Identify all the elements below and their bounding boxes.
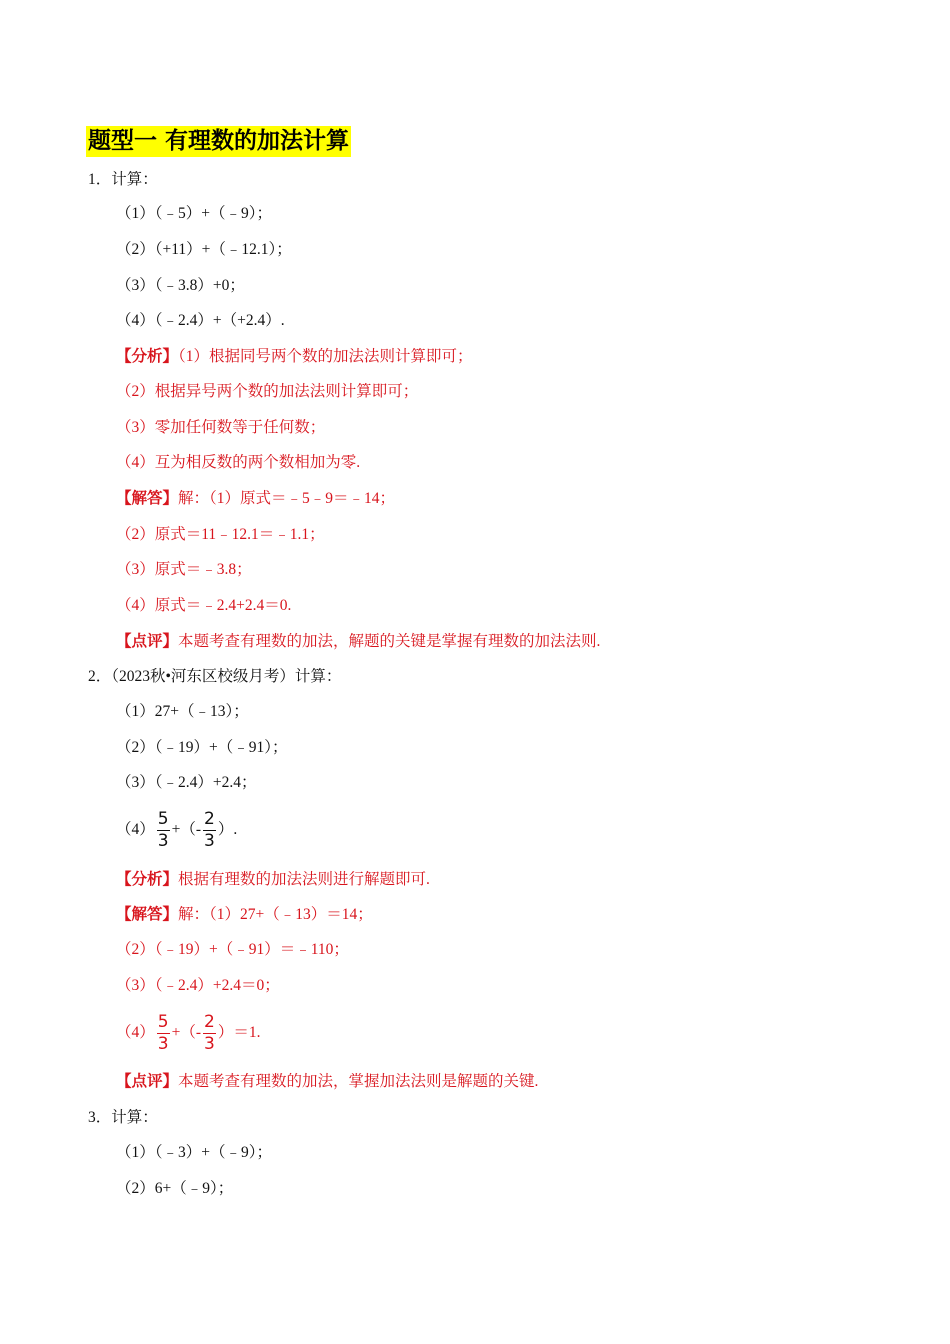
question-2-answer <box>116 904 373 926</box>
fraction-numerator: 2 <box>204 808 215 829</box>
fraction-numerator: 5 <box>157 808 169 829</box>
question-2-analysis <box>116 869 430 891</box>
answer-line: 解：（1）27+（﹣13）＝14； <box>178 906 373 923</box>
fraction <box>157 808 170 851</box>
question-1-comment <box>116 631 600 653</box>
item-prefix: （4） <box>116 1024 155 1041</box>
fraction <box>203 1011 216 1054</box>
item-suffix: ）. <box>217 821 238 838</box>
question-3-item-1: （1）（﹣3）+（﹣9）； <box>116 1144 272 1161</box>
analysis-line: （2）根据异号两个数的加法法则计算即可； <box>116 383 419 400</box>
analysis-text: 根据有理数的加法法则进行解题即可. <box>178 871 430 888</box>
question-2-title: 2．（2023秋•河东区校级月考）计算： <box>88 668 342 685</box>
item-suffix: ）＝1. <box>217 1024 261 1041</box>
fraction-denominator: 3 <box>204 1033 215 1054</box>
answer-line: （2）原式＝11﹣12.1＝﹣1.1； <box>116 526 325 543</box>
answer-tag: 【解答】 <box>116 906 179 923</box>
question-1-item-3: （3）（﹣3.8）+0； <box>116 277 245 294</box>
fraction <box>157 1011 170 1054</box>
question-2-item-2: （2）（﹣19）+（﹣91）； <box>116 739 288 756</box>
answer-line: 解：（1）原式＝﹣5﹣9＝﹣14； <box>178 490 396 507</box>
question-2-answer-4 <box>116 1009 260 1057</box>
answer-line: （4）原式＝﹣2.4+2.4＝0. <box>116 597 292 614</box>
item-operator: +（- <box>171 1024 201 1041</box>
fraction-numerator: 2 <box>204 1011 215 1032</box>
answer-tag: 【解答】 <box>116 490 179 507</box>
question-2-item-3: （3）（﹣2.4）+2.4； <box>116 774 257 791</box>
question-1-item-1: （1）（﹣5）+（﹣9）； <box>116 205 272 222</box>
analysis-line: （3）零加任何数等于任何数； <box>116 419 326 436</box>
question-3-item-2: （2）6+（﹣9）； <box>116 1180 234 1197</box>
item-prefix: （4） <box>116 821 155 838</box>
comment-tag: 【点评】 <box>116 633 179 650</box>
question-1-answer <box>116 488 395 510</box>
fraction-denominator: 3 <box>157 830 169 851</box>
question-2-item-1: （1）27+（﹣13）； <box>116 703 249 720</box>
section-heading: 题型一 有理数的加法计算 <box>86 126 351 157</box>
fraction <box>203 808 216 851</box>
comment-text: 本题考查有理数的加法，掌握加法法则是解题的关键. <box>178 1073 539 1090</box>
fraction-denominator: 3 <box>157 1033 169 1054</box>
analysis-tag: 【分析】 <box>116 871 179 888</box>
analysis-line: （1）根据同号两个数的加法法则计算即可； <box>178 348 473 365</box>
question-1-item-2: （2）（+11）+（﹣12.1）； <box>116 241 292 258</box>
item-operator: +（- <box>171 821 201 838</box>
answer-line: （2）（﹣19）+（﹣91）＝﹣110； <box>116 941 349 958</box>
question-1-analysis <box>116 346 473 368</box>
question-1-title: 1．计算： <box>88 171 158 188</box>
comment-text: 本题考查有理数的加法，解题的关键是掌握有理数的加法法则. <box>178 633 601 650</box>
question-3-title: 3．计算： <box>88 1109 158 1126</box>
answer-line: （3）原式＝﹣3.8； <box>116 561 252 578</box>
question-2-item-4 <box>116 806 237 854</box>
analysis-tag: 【分析】 <box>116 348 179 365</box>
question-1-item-4: （4）（﹣2.4）+（+2.4）. <box>116 312 285 329</box>
comment-tag: 【点评】 <box>116 1073 179 1090</box>
question-2-comment <box>116 1071 538 1093</box>
fraction-denominator: 3 <box>204 830 215 851</box>
analysis-line: （4）互为相反数的两个数相加为零. <box>116 454 361 471</box>
fraction-numerator: 5 <box>157 1011 169 1032</box>
answer-line: （3）（﹣2.4）+2.4＝0； <box>116 977 280 994</box>
